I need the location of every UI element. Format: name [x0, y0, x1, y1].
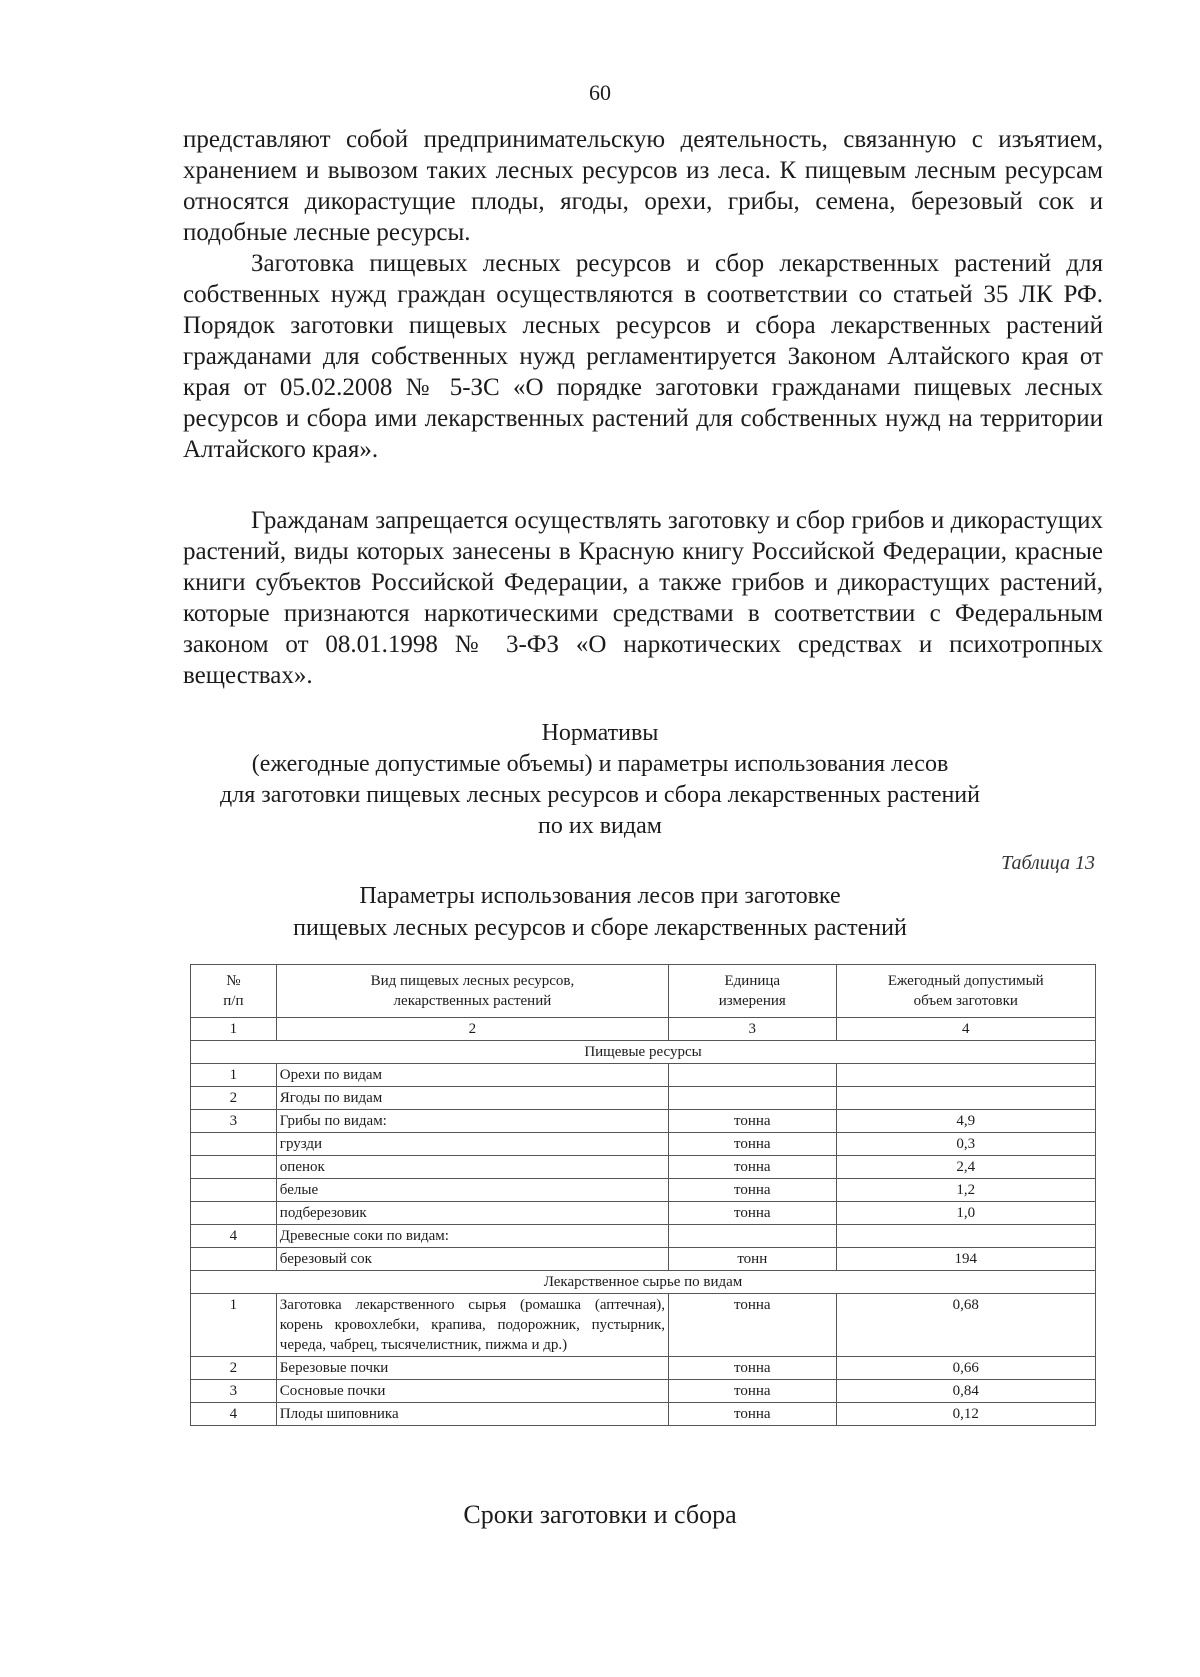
table-row	[191, 1087, 1096, 1110]
paragraph-intro	[183, 124, 1103, 248]
row-value: 1,2	[836, 1179, 1095, 1202]
row-value: 1,0	[836, 1202, 1095, 1225]
row-unit	[669, 1087, 837, 1110]
row-num: 4	[191, 1403, 277, 1426]
row-num: 1	[191, 1294, 277, 1357]
row-unit	[669, 1064, 837, 1087]
row-unit: тонна	[669, 1380, 837, 1403]
section-row-food	[191, 1041, 1096, 1064]
row-unit: тонна	[669, 1202, 837, 1225]
row-value: 0,68	[836, 1294, 1095, 1357]
row-unit: тонна	[669, 1294, 837, 1357]
header-text: Единица	[724, 973, 781, 989]
table-row	[191, 1225, 1096, 1248]
row-name: Ягоды по видам	[276, 1087, 668, 1110]
paragraph-text: Гражданам запрещается осуществлять заготовку и сбор грибов и дикорастущих растений, виды которых занесены в Красную книгу Российской Федерации, красные книги субъектов Российской Федерации, а также грибов и дикорастущих растений, которые признаются наркотическими средствами в соответствии с Федеральным законом от 08.01.1998 № 3-ФЗ «О наркотических средствах и психотропных веществах».	[183, 507, 1103, 689]
row-value: 194	[836, 1248, 1095, 1271]
row-name: березовый сок	[276, 1248, 668, 1271]
row-num: 3	[191, 1380, 277, 1403]
row-num	[191, 1133, 277, 1156]
table-header-row	[191, 965, 1096, 1018]
row-unit: тонн	[669, 1248, 837, 1271]
header-unit	[669, 965, 837, 1018]
table-title	[0, 880, 1200, 944]
row-value: 0,84	[836, 1380, 1095, 1403]
row-num	[191, 1156, 277, 1179]
row-value: 0,66	[836, 1357, 1095, 1380]
column-number: 4	[836, 1018, 1095, 1041]
row-name: Березовые почки	[276, 1357, 668, 1380]
paragraph-text: представляют собой предпринимательскую деятельность, связанную с изъятием, хранением и вывозом таких лесных ресурсов из леса. К пищевым лесным ресурсам относятся дикорастущие плоды, ягоды, орехи, грибы, семена, березовый сок и подобные лесные ресурсы.	[183, 126, 1103, 246]
paragraph-text: Заготовка пищевых лесных ресурсов и сбор лекарственных растений для собственных нужд граждан осуществляются в соответствии со статьей 35 ЛК РФ. Порядок заготовки пищевых лесных ресурсов и сбора лекарственных растений гражданами для собственных нужд регламентируется Законом Алтайского края от края от 05.02.2008 № 5-ЗС «О порядке заготовки гражданами пищевых лесных ресурсов и сбора ими лекарственных растений для собственных нужд на территории Алтайского края».	[183, 250, 1103, 463]
row-name: Грибы по видам:	[276, 1110, 668, 1133]
header-volume	[836, 965, 1095, 1018]
page-number: 60	[589, 80, 611, 105]
paragraph-prohibition	[183, 505, 1103, 691]
row-value	[836, 1087, 1095, 1110]
header-num	[191, 965, 277, 1018]
row-unit: тонна	[669, 1179, 837, 1202]
row-value: 4,9	[836, 1110, 1095, 1133]
row-name: Плоды шиповника	[276, 1403, 668, 1426]
table-caption: Таблица 13	[1001, 852, 1095, 874]
row-name: белые	[276, 1179, 668, 1202]
heading-line: по их видам	[538, 813, 662, 839]
table-row	[191, 1357, 1096, 1380]
row-name: грузди	[276, 1133, 668, 1156]
row-name: Орехи по видам	[276, 1064, 668, 1087]
table-row	[191, 1294, 1096, 1357]
row-num: 3	[191, 1110, 277, 1133]
row-unit: тонна	[669, 1156, 837, 1179]
row-num	[191, 1248, 277, 1271]
row-name: Древесные соки по видам:	[276, 1225, 668, 1248]
header-text: п/п	[223, 993, 244, 1009]
row-unit	[669, 1225, 837, 1248]
section-row-medicinal	[191, 1271, 1096, 1294]
row-num: 4	[191, 1225, 277, 1248]
row-name: Сосновые почки	[276, 1380, 668, 1403]
heading-line: Нормативы	[541, 720, 659, 746]
header-text: №	[226, 973, 241, 989]
table-row	[191, 1380, 1096, 1403]
row-num: 2	[191, 1357, 277, 1380]
column-number: 3	[669, 1018, 837, 1041]
row-name: опенок	[276, 1156, 668, 1179]
row-num	[191, 1202, 277, 1225]
header-text: лекарственных растений	[393, 993, 552, 1009]
row-name: Заготовка лекарственного сырья (ромашка (аптечная), корень кровохлебки, крапива, подорожник, пустырник, череда, чабрец, тысячелистник, пижма и др.)	[276, 1294, 668, 1357]
section-heading-terms: Сроки заготовки и сбора	[463, 1500, 737, 1529]
row-value	[836, 1064, 1095, 1087]
title-line: пищевых лесных ресурсов и сборе лекарственных растений	[293, 915, 907, 941]
row-value	[836, 1225, 1095, 1248]
header-text: Ежегодный допустимый	[887, 973, 1044, 989]
column-number-row	[191, 1018, 1096, 1041]
resources-table	[190, 964, 1096, 1426]
heading-line: для заготовки пищевых лесных ресурсов и сбора лекарственных растений	[220, 782, 980, 808]
row-unit: тонна	[669, 1133, 837, 1156]
header-type	[276, 965, 668, 1018]
row-name: подберезовик	[276, 1202, 668, 1225]
header-text: Вид пищевых лесных ресурсов,	[370, 973, 575, 989]
row-value: 2,4	[836, 1156, 1095, 1179]
header-text: объем заготовки	[913, 993, 1018, 1009]
row-num	[191, 1179, 277, 1202]
paragraph-procedure	[183, 248, 1103, 465]
column-number: 2	[276, 1018, 668, 1041]
table-row	[191, 1403, 1096, 1426]
table-row	[191, 1064, 1096, 1087]
table-row	[191, 1156, 1096, 1179]
table-row	[191, 1202, 1096, 1225]
normativy-heading	[0, 718, 1200, 842]
column-number: 1	[191, 1018, 277, 1041]
table-row	[191, 1133, 1096, 1156]
row-num: 2	[191, 1087, 277, 1110]
title-line: Параметры использования лесов при заготовке	[359, 883, 841, 909]
section-label: Лекарственное сырье по видам	[191, 1271, 1096, 1294]
row-value: 0,3	[836, 1133, 1095, 1156]
header-text: измерения	[718, 993, 786, 1009]
row-value: 0,12	[836, 1403, 1095, 1426]
row-unit: тонна	[669, 1357, 837, 1380]
row-num: 1	[191, 1064, 277, 1087]
section-label: Пищевые ресурсы	[191, 1041, 1096, 1064]
row-unit: тонна	[669, 1403, 837, 1426]
table-row	[191, 1179, 1096, 1202]
row-unit: тонна	[669, 1110, 837, 1133]
heading-line: (ежегодные допустимые объемы) и параметры использования лесов	[251, 751, 949, 777]
table-row	[191, 1248, 1096, 1271]
table-row	[191, 1110, 1096, 1133]
